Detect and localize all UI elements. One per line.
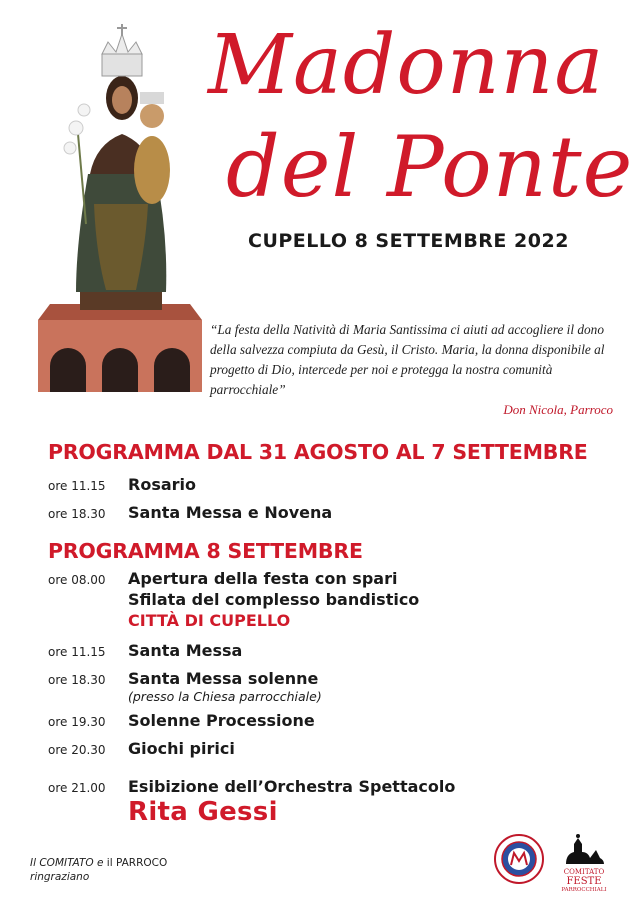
schedule-activity: Rosario <box>128 475 196 494</box>
performer-name: Rita Gessi <box>128 797 278 827</box>
activity-line: Apertura della festa con spari <box>128 569 398 588</box>
schedule-time: ore 08.00 <box>48 573 106 587</box>
schedule-activity: Santa Messa <box>128 641 243 660</box>
schedule-time: ore 21.00 <box>48 781 106 795</box>
program-heading-august: PROGRAMMA DAL 31 AGOSTO AL 7 SETTEMBRE <box>48 440 588 464</box>
schedule-row <box>48 502 332 523</box>
activity-line: Santa Messa solenne <box>128 669 319 688</box>
schedule-row <box>48 738 235 759</box>
schedule-activity: Solenne Processione <box>128 711 315 730</box>
committee-logo-line1: COMITATO <box>563 868 605 876</box>
schedule-activity <box>128 776 455 827</box>
schedule-activity <box>128 668 322 705</box>
schedule-row <box>48 668 322 705</box>
schedule-time: ore 11.15 <box>48 645 106 659</box>
footer-thanks-word: ringraziano <box>30 871 90 883</box>
schedule-activity <box>128 568 419 631</box>
footer-thanks <box>30 856 167 884</box>
schedule-row <box>48 710 315 731</box>
committee-logo-icon <box>556 830 612 892</box>
emblem-logo-icon <box>494 834 544 884</box>
schedule-time: ore 11.15 <box>48 479 106 493</box>
program-heading-september: PROGRAMMA 8 SETTEMBRE <box>48 539 363 563</box>
schedule-time: ore 20.30 <box>48 743 106 757</box>
footer-committee: Il COMITATO e <box>30 857 104 869</box>
schedule-row <box>48 776 455 827</box>
schedule-row <box>48 640 242 661</box>
schedule-time: ore 19.30 <box>48 715 106 729</box>
footer-parroco: il PARROCO <box>103 857 168 869</box>
schedule-time: ore 18.30 <box>48 507 106 521</box>
madonna-statue-image <box>36 24 208 394</box>
title-line-2: del Ponte <box>226 118 634 216</box>
committee-logo-line2: FESTE <box>566 876 602 887</box>
quote-signature: Don Nicola, Parroco <box>503 402 613 417</box>
activity-note: (presso la Chiesa parrocchiale) <box>128 689 322 704</box>
schedule-activity: Giochi pirici <box>128 739 235 758</box>
committee-logo-line3: PARROCCHIALI <box>561 887 607 893</box>
schedule-activity: Santa Messa e Novena <box>128 503 333 522</box>
activity-line: Sfilata del complesso bandistico <box>128 590 420 609</box>
band-name: CITTÀ DI CUPELLO <box>128 611 291 630</box>
schedule-time: ore 18.30 <box>48 673 106 687</box>
schedule-row <box>48 568 419 631</box>
activity-line: Esibizione dell’Orchestra Spettacolo <box>128 777 456 796</box>
event-date-subtitle: CUPELLO 8 SETTEMBRE 2022 <box>248 230 569 252</box>
schedule-row <box>48 474 196 495</box>
parish-quote: “La festa della Natività di Maria Santissima ci aiuti ad accogliere il dono della salvezza compiuta da Gesù, il Cristo. Maria, la donna disponibile al progetto di Dio, intercede per noi e protegga la nostra comunità parrocchiale” <box>210 322 605 397</box>
title-line-1: Madonna <box>208 18 605 113</box>
